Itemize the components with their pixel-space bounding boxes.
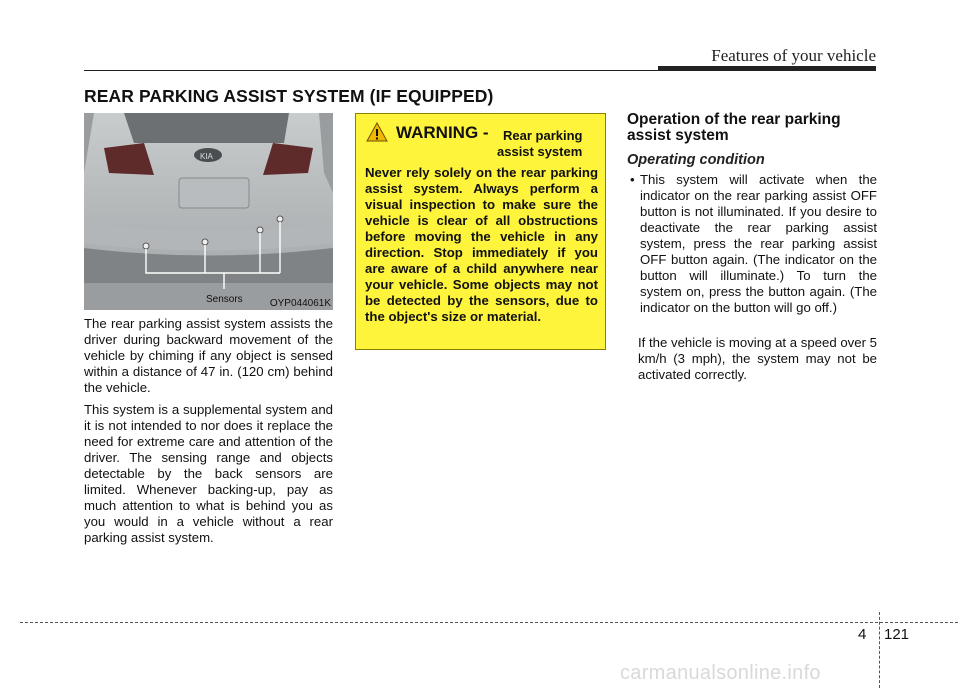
warning-label: WARNING - xyxy=(396,123,489,142)
footer-rule xyxy=(20,622,958,623)
supplemental-paragraph: This system is a supplemental system and it is not intended to nor does it replace the need for extreme care and attention of the driver. The sensing range and objects detectable by the back sensors are limited. Whenever backing-up, pay as much attention to what is behind you as you would in a vehicle without a rear parking assist system. xyxy=(84,402,333,545)
warning-body: Never rely solely on the rear parking assist system. Always perform a visual inspection to make sure the vehicle is clear of all obstructions before moving the vehicle in any direction. Stop immediately if you are aware of a child anywhere near your vehicle. Some objects may not be detected by the sensors, due to the object's size or material. xyxy=(365,165,598,324)
vehicle-rear-illustration xyxy=(84,113,333,310)
svg-text:KIA: KIA xyxy=(200,152,213,161)
speed-note-paragraph: If the vehicle is moving at a speed over 5 km/h (3 mph), the system may not be activated correctly. xyxy=(638,335,877,382)
sensors-callout-label: Sensors xyxy=(206,294,243,305)
operation-heading: Operation of the rear parking assist system xyxy=(627,111,841,144)
bullet-item xyxy=(627,172,877,316)
warning-triangle-icon xyxy=(366,122,388,142)
operating-condition-subheading: Operating condition xyxy=(627,152,765,168)
rear-bumper-photo xyxy=(84,113,333,310)
page-number: 121 xyxy=(884,626,910,643)
watermark: carmanualsonline.info xyxy=(620,662,821,684)
figure-code: OYP044061K xyxy=(269,298,331,309)
chapter-number: 4 xyxy=(858,626,867,643)
bullet-text: This system will activate when the indicator on the rear parking assist OFF button is not illuminated. If you desire to deactivate the rear parking assist system, press the rear parking assist OFF button again. (The indicator on the button will illuminate.) To turn the system on, press the button again. (The indicator on the button will go off.) xyxy=(640,172,877,315)
warning-box xyxy=(355,113,606,350)
footer-divider xyxy=(879,612,880,688)
section-title: REAR PARKING ASSIST SYSTEM (IF EQUIPPED) xyxy=(84,86,494,106)
header-rule-accent xyxy=(658,66,876,71)
bullet-dot-icon: • xyxy=(630,172,635,187)
running-header: Features of your vehicle xyxy=(711,46,876,65)
intro-paragraph: The rear parking assist system assists the driver during backward movement of the vehicle by chiming if any object is sensed within a distance of 47 in. (120 cm) behind the vehicle. xyxy=(84,316,333,395)
warning-subject-line-1: Rear parking xyxy=(503,128,583,143)
warning-subject-line-2: assist system xyxy=(497,144,583,159)
